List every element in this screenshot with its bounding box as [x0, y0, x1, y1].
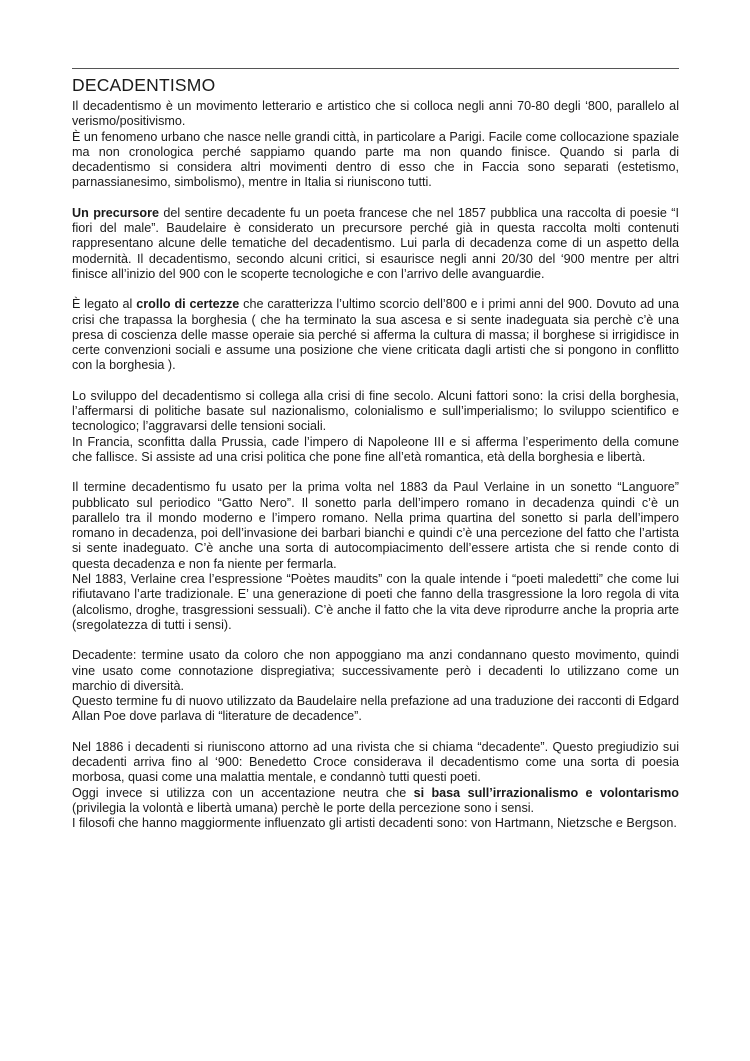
top-rule	[72, 68, 679, 69]
bold-phrase: Un precursore	[72, 205, 159, 220]
paragraph: Decadente: termine usato da coloro che non appoggiano ma anzi condannano questo movimento, quindi vine usato come connotazione dispregiativa; successivamente però i decadenti lo utilizzano come un marchio di diversità.	[72, 648, 679, 693]
paragraph: In Francia, sconfitta dalla Prussia, cade l’impero di Napoleone III e si afferma l’esperimento della comune che fallisce. Si assiste ad una crisi politica che pone fine all’età romantica, età della borghesia e libertà.	[72, 434, 679, 464]
paragraph: I filosofi che hanno maggiormente influenzato gli artisti decadenti sono: von Hartmann, Nietzsche e Bergson.	[72, 816, 677, 831]
paragraph-gap	[72, 465, 679, 480]
paragraph-gap	[72, 282, 679, 297]
paragraph	[72, 206, 679, 282]
paragraph-gap	[72, 191, 679, 206]
paragraph-text: che caratterizza l’ultimo scorcio dell’800 e i primi anni del 900. Dovuto ad una crisi che trapassa la borghesia ( che ha terminato la sua ascesa e si sente inadeguata sia perchè c’è una presa di coscienza delle masse operaie sia perché si afferma la cultura di massa; il borghese si irrigidisce in certe convenzioni sociali e assume una posizione che viene criticata dagli artisti che si pongono in conflitto con la borghesia ).	[72, 297, 680, 373]
paragraph: Nel 1886 i decadenti si riuniscono attorno ad una rivista che si chiama “decadente”. Questo pregiudizio sui decadenti arriva fino al ‘900: Benedetto Croce considerava il decadentismo come una sorta di poesia morbosa, quasi come una malattia mentale, e condannò tutti questi poeti.	[72, 739, 679, 785]
paragraph: Nel 1883, Verlaine crea l’espressione “Poètes maudits” con la quale intende i “poeti maledetti” che come lui rifiutavano l’arte tradizionale. E’ una generazione di poeti che fanno della trasgressione la loro regola di vita (alcolismo, droghe, trasgressioni sessuali). C’è anche il fatto che la vita deve riprodurre anche la propria arte (sregolatezza di tutti i sensi).	[72, 572, 679, 632]
paragraph: È un fenomeno urbano che nasce nelle grandi città, in particolare a Parigi. Facile come collocazione spaziale ma non cronologica perché sappiamo quando parte ma non quando finisce. Quando si parla di decadentismo si considera altri movimenti dentro di esso che in Faccia sono separati (estetismo, parnassianesimo, simbolismo), mentre in Italia si riuniscono tutti.	[72, 129, 679, 190]
paragraph-text: (privilegia la volontà e libertà umana) perchè le porte della percezione sono i sensi.	[72, 800, 535, 815]
paragraph: Questo termine fu di nuovo utilizzato da Baudelaire nella prefazione ad una traduzione dei racconti di Edgard Allan Poe dove parlava di “literature de decadence”.	[72, 694, 679, 724]
paragraph-gap	[72, 725, 679, 740]
document-page	[72, 68, 679, 831]
paragraph-gap	[72, 633, 679, 648]
bold-phrase: si basa sull’irrazionalismo e volontarismo	[413, 785, 679, 800]
paragraph-text: del sentire decadente fu un poeta francese che nel 1857 pubblica una raccolta di poesie “I fiori del male”. Baudelaire è considerato un precursore perché già in questa raccolta molti contenuti rappresentano alcune delle tematiche del decadentismo. Lui parla di decadenza come di un aspetto della modernità. Il decadentismo, secondo alcuni critici, si esaurisce negli anni 20/30 del ‘900 mentre per altri finisce all’inizio del 900 con le scoperte tecnologiche e con l’arrivo delle avanguardie.	[72, 205, 679, 281]
paragraph: Lo sviluppo del decadentismo si collega alla crisi di fine secolo. Alcuni fattori sono: la crisi della borghesia, l’affermarsi di politiche basate sul nazionalismo, colonialismo e sull’imperialismo; lo sviluppo scientifico e tecnologico; l’aggravarsi delle tensioni sociali.	[72, 388, 679, 434]
paragraph	[72, 786, 679, 817]
paragraph: Il termine decadentismo fu usato per la prima volta nel 1883 da Paul Verlaine in un sonetto “Languore” pubblicato sul periodico “Gatto Nero”. Il sonetto parla dell’impero romano in decadenza quindi c’è un parallelo tra il mondo moderno e l’impero romano. Nella prima quartina del sonetto si parla dell’impero romano in decadenza, poi dell’invasione dei barbari bianchi e quindi c’è una percezione del fatto che l’artista si sente inadeguato. C’è anche una sorta di autocompiacimento dell’essere artista che si rende conto di questa decadenza e non fa niente per fermarla.	[72, 480, 679, 571]
paragraph	[72, 297, 679, 373]
paragraph-text: Oggi invece si utilizza con un accentazione neutra che	[72, 785, 414, 800]
document-title: DECADENTISMO	[72, 75, 216, 95]
bold-phrase: crollo di certezze	[136, 297, 240, 312]
paragraph-text: È legato al	[72, 297, 137, 312]
paragraph: Il decadentismo è un movimento letterario e artistico che si colloca negli anni 70-80 degli ‘800, parallelo al verismo/positivismo.	[72, 99, 679, 129]
paragraph-gap	[72, 374, 679, 389]
